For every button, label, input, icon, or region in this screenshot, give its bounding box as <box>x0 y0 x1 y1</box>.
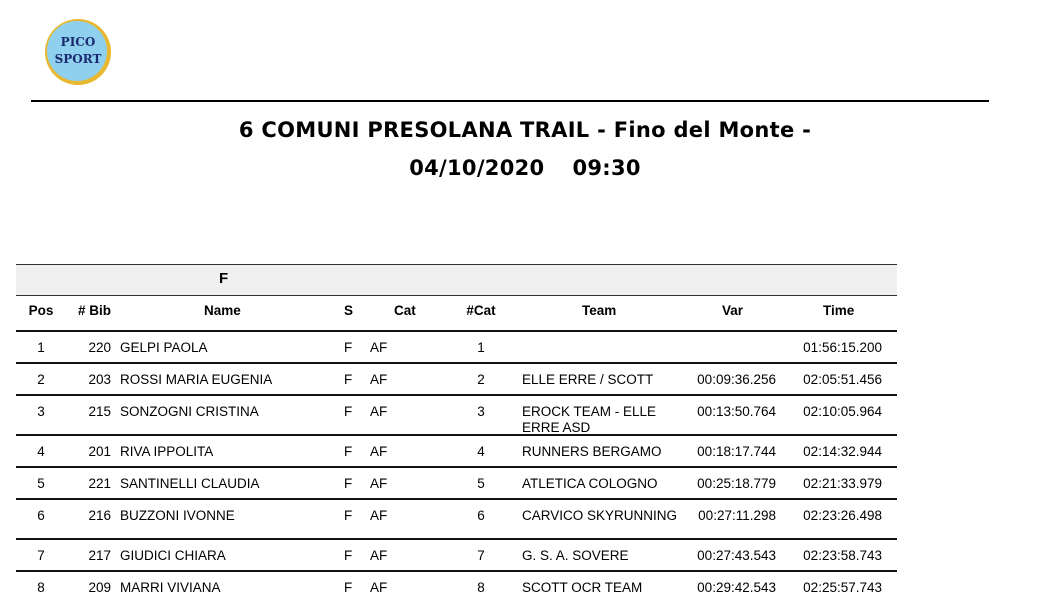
table-row <box>16 330 897 362</box>
cell-team: EROCK TEAM - ELLE ERRE ASD <box>522 404 657 435</box>
header-cat: Cat <box>394 303 416 318</box>
cell-cat-rank: 7 <box>477 548 485 563</box>
cell-sex: F <box>344 508 353 523</box>
cell-sex: F <box>344 372 353 387</box>
cell-cat-rank: 6 <box>477 508 485 523</box>
header-team: Team <box>582 303 617 318</box>
cell-bib: 216 <box>88 508 111 523</box>
header-cat-rank: #Cat <box>466 303 496 318</box>
cell-team: ELLE ERRE / SCOTT <box>522 372 654 387</box>
cell-pos: 4 <box>37 444 45 459</box>
cell-var: 00:18:17.744 <box>697 444 776 459</box>
cell-bib: 220 <box>88 340 111 355</box>
event-datetime <box>0 156 1050 180</box>
cell-team: CARVICO SKYRUNNING <box>522 508 678 523</box>
cell-cat: AF <box>370 340 388 355</box>
table-row <box>16 570 897 602</box>
cell-sex: F <box>344 340 353 355</box>
cell-bib: 209 <box>88 580 111 595</box>
cell-pos: 7 <box>37 548 45 563</box>
cell-sex: F <box>344 580 353 595</box>
cell-cat-rank: 1 <box>477 340 485 355</box>
cell-name: GELPI PAOLA <box>120 340 208 355</box>
cell-cat: AF <box>370 508 388 523</box>
table-row <box>16 434 897 466</box>
cell-cat: AF <box>370 476 388 491</box>
cell-sex: F <box>344 548 353 563</box>
cell-pos: 3 <box>37 404 45 419</box>
cell-time: 02:10:05.964 <box>803 404 882 419</box>
cell-cat: AF <box>370 404 388 419</box>
cell-sex: F <box>344 444 353 459</box>
header-name: Name <box>204 303 241 318</box>
event-time: 09:30 <box>572 156 641 180</box>
pico-sport-logo <box>43 17 113 87</box>
header-divider <box>31 100 989 102</box>
cell-cat: AF <box>370 444 388 459</box>
cell-bib: 201 <box>88 444 111 459</box>
cell-cat-rank: 5 <box>477 476 485 491</box>
cell-var: 00:13:50.764 <box>697 404 776 419</box>
cell-pos: 6 <box>37 508 45 523</box>
logo-text-line1: PICO <box>60 35 96 49</box>
cell-bib: 217 <box>88 548 111 563</box>
table-row <box>16 394 897 434</box>
cell-time: 01:56:15.200 <box>803 340 882 355</box>
cell-pos: 2 <box>37 372 45 387</box>
cell-sex: F <box>344 476 353 491</box>
cell-name: ROSSI MARIA EUGENIA <box>120 372 273 387</box>
cell-time: 02:14:32.944 <box>803 444 882 459</box>
column-headers <box>16 296 897 330</box>
cell-sex: F <box>344 404 353 419</box>
header-pos: Pos <box>28 303 54 318</box>
cell-var: 00:09:36.256 <box>697 372 776 387</box>
cell-cat: AF <box>370 548 388 563</box>
cell-time: 02:23:26.498 <box>803 508 882 523</box>
event-date: 04/10/2020 <box>409 156 545 180</box>
cell-pos: 8 <box>37 580 45 595</box>
cell-pos: 1 <box>37 340 45 355</box>
cell-time: 02:25:57.743 <box>803 580 882 595</box>
header-bib: # Bib <box>77 303 111 318</box>
cell-bib: 203 <box>88 372 111 387</box>
event-title: 6 COMUNI PRESOLANA TRAIL - Fino del Monte - <box>238 118 812 142</box>
group-header <box>16 264 897 296</box>
cell-name: MARRI VIVIANA <box>120 580 221 595</box>
cell-team: G. S. A. SOVERE <box>522 548 629 563</box>
results-table <box>16 264 897 602</box>
cell-bib: 221 <box>88 476 111 491</box>
cell-time: 02:23:58.743 <box>803 548 882 563</box>
group-label: F <box>219 270 229 287</box>
cell-cat-rank: 2 <box>477 372 485 387</box>
header-time: Time <box>823 303 855 318</box>
cell-name: SONZOGNI CRISTINA <box>120 404 259 419</box>
cell-var: 00:27:43.543 <box>697 548 776 563</box>
cell-name: SANTINELLI CLAUDIA <box>120 476 260 491</box>
cell-cat-rank: 8 <box>477 580 485 595</box>
cell-pos: 5 <box>37 476 45 491</box>
table-row <box>16 498 897 538</box>
table-row <box>16 538 897 570</box>
cell-name: BUZZONI IVONNE <box>120 508 235 523</box>
cell-name: RIVA IPPOLITA <box>120 444 214 459</box>
cell-team: SCOTT OCR TEAM <box>522 580 643 595</box>
table-row <box>16 362 897 394</box>
cell-time: 02:05:51.456 <box>803 372 882 387</box>
cell-var: 00:27:11.298 <box>698 508 776 523</box>
cell-time: 02:21:33.979 <box>803 476 882 491</box>
cell-cat-rank: 3 <box>477 404 485 419</box>
cell-team: RUNNERS BERGAMO <box>522 444 662 459</box>
cell-var: 00:25:18.779 <box>697 476 776 491</box>
header-var: Var <box>722 303 744 318</box>
cell-name: GIUDICI CHIARA <box>120 548 226 563</box>
table-row <box>16 466 897 498</box>
cell-bib: 215 <box>88 404 111 419</box>
cell-cat: AF <box>370 580 388 595</box>
cell-var: 00:29:42.543 <box>697 580 776 595</box>
cell-cat: AF <box>370 372 388 387</box>
header-sex: S <box>344 303 354 318</box>
cell-team: ATLETICA COLOGNO <box>522 476 658 491</box>
cell-cat-rank: 4 <box>477 444 485 459</box>
logo-text-line2: SPORT <box>54 52 102 66</box>
